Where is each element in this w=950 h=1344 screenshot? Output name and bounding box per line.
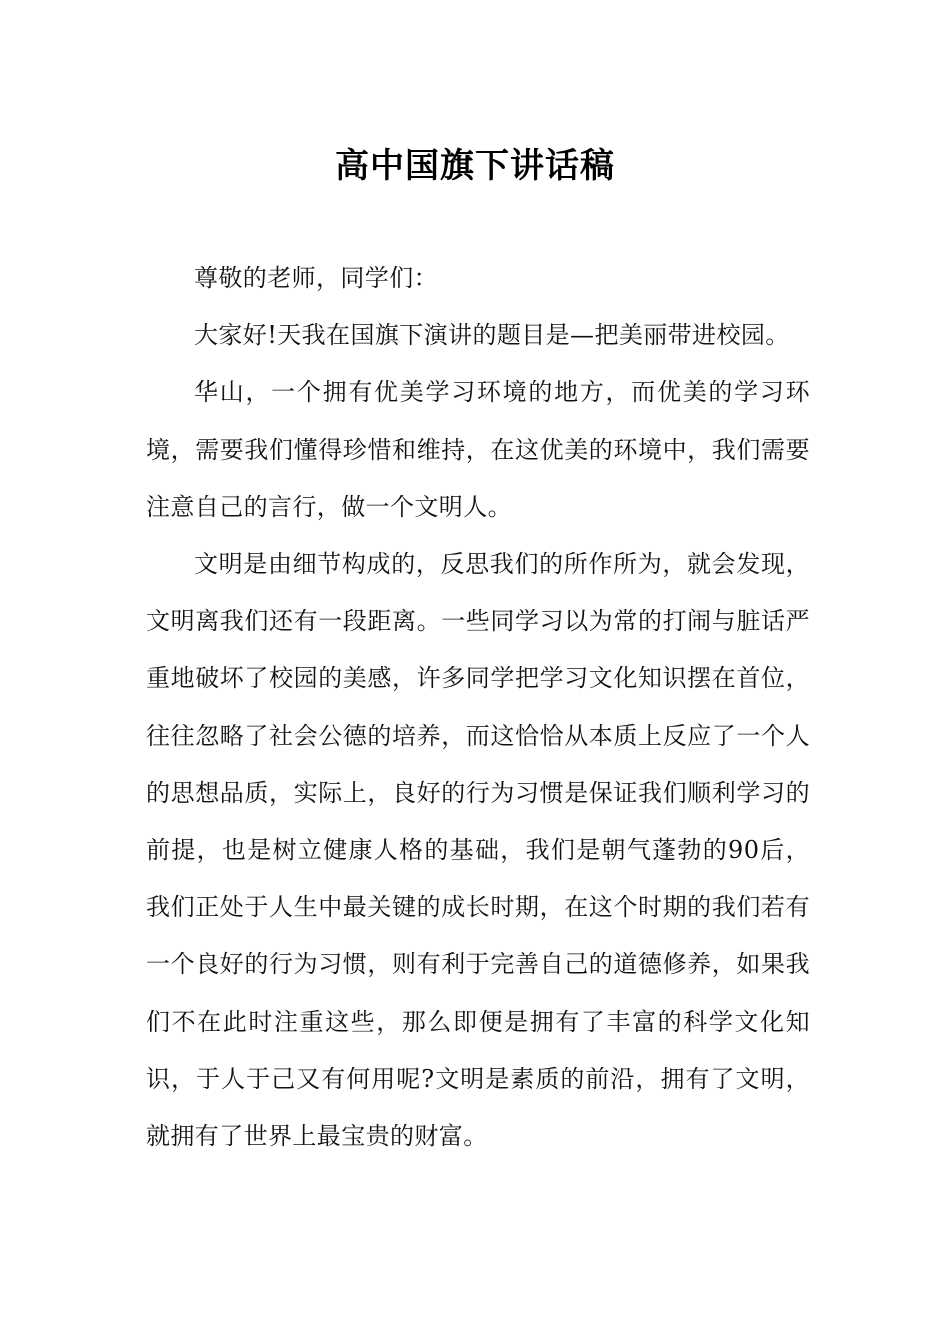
document-title: 高中国旗下讲话稿 [335, 145, 615, 186]
document-body [146, 250, 810, 1165]
paragraph-campus: 华山，一个拥有优美学习环境的地方，而优美的学习环境，需要我们懂得珍惜和维持，在这优美的环境中，我们需要注意自己的言行，做一个文明人。 [146, 378, 810, 521]
paragraph-civility: 文明是由细节构成的，反思我们的所作所为，就会发现，文明离我们还有一段距离。一些同学习以为常的打闹与脏话严重地破坏了校园的美感，许多同学把学习文化知识摆在首位，往往忽略了社会公德的培养，而这恰恰从本质上反应了一个人的思想品质，实际上，良好的行为习惯是保证我们顺利学习的前提，也是树立健康人格的基础，我们是朝气蓬勃的90后，我们正处于人生中最关键的成长时期，在这个时期的我们若有一个良好的行为习惯，则有利于完善自己的道德修养，如果我们不在此时注重这些，那么即便是拥有了丰富的科学文化知识，于人于己又有何用呢?文明是素质的前沿，拥有了文明，就拥有了世界上最宝贵的财富。 [146, 550, 810, 1151]
paragraph-topic: 大家好!天我在国旗下演讲的题目是—把美丽带进校园。 [194, 321, 790, 350]
paragraph-greeting: 尊敬的老师，同学们： [194, 264, 438, 292]
